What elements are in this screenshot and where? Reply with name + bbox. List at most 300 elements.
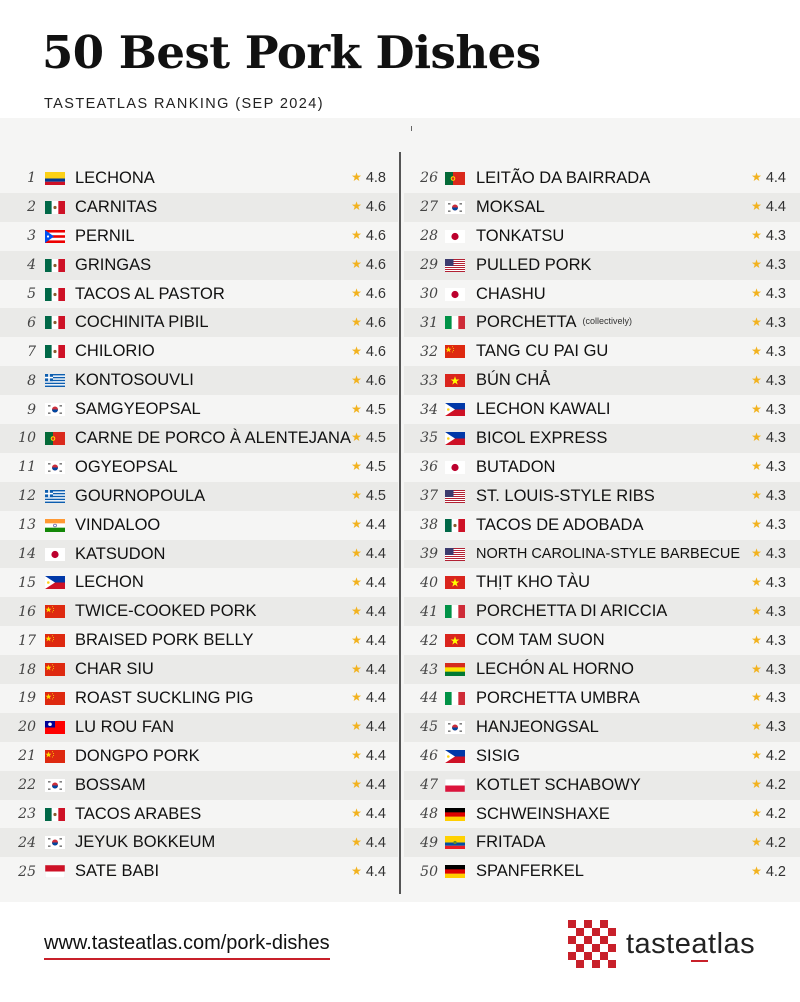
rank-number: 20 <box>18 719 36 736</box>
rating: ★ 4.3 <box>751 401 786 418</box>
ranking-row[interactable] <box>0 251 398 280</box>
dish-name[interactable]: LU ROU FAN <box>75 717 175 736</box>
rank-number: 19 <box>18 690 36 707</box>
rating: ★ 4.6 <box>351 314 386 331</box>
kr-flag-icon <box>445 201 465 214</box>
ranking-row[interactable] <box>404 655 800 684</box>
rating: ★ 4.4 <box>351 517 386 534</box>
star-icon: ★ <box>751 517 762 532</box>
star-icon: ★ <box>351 603 362 618</box>
rank-number: 31 <box>420 314 438 331</box>
ranking-row[interactable] <box>404 251 800 280</box>
rank-number: 3 <box>27 228 36 245</box>
rating: ★ 4.4 <box>351 603 386 620</box>
rating: ★ 4.3 <box>751 430 786 447</box>
rank-number: 38 <box>420 517 438 534</box>
column-divider <box>399 152 401 894</box>
rating: ★ 4.6 <box>351 286 386 302</box>
cn-flag-icon <box>45 605 65 618</box>
rating: ★ 4.3 <box>751 546 786 563</box>
rating: ★ 4.2 <box>751 806 786 823</box>
rank-number: 29 <box>420 257 438 274</box>
ranking-row[interactable] <box>0 308 398 337</box>
dish-name[interactable]: CHASHU <box>476 284 546 303</box>
dish-name[interactable]: PORCHETTA (collectively) <box>476 313 633 332</box>
ranking-row[interactable] <box>404 366 800 395</box>
dish-name[interactable]: LECHONA <box>75 168 155 187</box>
dish-name[interactable]: TONKATSU <box>476 226 565 245</box>
ranking-row[interactable] <box>404 280 800 309</box>
rank-number: 24 <box>18 834 36 851</box>
co-flag-icon <box>45 172 65 185</box>
star-icon: ★ <box>351 372 362 387</box>
logo-cell <box>600 936 608 944</box>
star-icon: ★ <box>751 372 762 387</box>
dish-name[interactable]: HANJEONGSAL <box>476 717 599 736</box>
checkered-logo-icon <box>568 920 616 968</box>
rank-number: 37 <box>420 488 438 505</box>
star-icon: ★ <box>351 286 362 300</box>
panel-tick <box>411 126 412 131</box>
rank-number: 41 <box>420 603 438 620</box>
ec-flag-icon <box>445 836 465 849</box>
star-icon: ★ <box>751 777 762 792</box>
star-icon: ★ <box>351 488 362 503</box>
star-icon: ★ <box>351 632 362 647</box>
dish-name[interactable]: TACOS DE ADOBADA <box>476 515 644 534</box>
dish-name[interactable]: LECHÓN AL HORNO <box>476 660 635 679</box>
kr-flag-icon <box>45 461 65 474</box>
star-icon: ★ <box>751 834 762 849</box>
rank-number: 27 <box>420 199 438 216</box>
star-icon: ★ <box>351 401 362 416</box>
it-flag-icon <box>445 605 465 618</box>
star-icon: ★ <box>351 661 362 676</box>
rank-number: 2 <box>27 199 36 216</box>
dish-name[interactable]: SAMGYEOPSAL <box>75 400 201 419</box>
ranking-row[interactable] <box>404 395 800 424</box>
rating: ★ 4.6 <box>351 372 386 389</box>
rating: ★ 4.6 <box>351 199 386 216</box>
dish-name[interactable]: FRITADA <box>476 833 546 852</box>
ranking-row[interactable] <box>0 222 398 251</box>
dish-name[interactable]: BOSSAM <box>75 775 146 794</box>
ranking-row[interactable] <box>404 742 800 771</box>
rank-number: 7 <box>27 343 36 360</box>
ranking-row[interactable] <box>404 568 800 597</box>
ranking-row[interactable] <box>404 193 800 222</box>
dish-name[interactable]: PORCHETTA UMBRA <box>476 688 640 707</box>
logo-cell <box>584 920 592 928</box>
rank-number: 17 <box>18 632 36 649</box>
ph-flag-icon <box>445 750 465 763</box>
ranking-row[interactable] <box>0 395 398 424</box>
star-icon: ★ <box>751 430 762 445</box>
tw-flag-icon <box>45 721 65 734</box>
ranking-row[interactable] <box>0 424 398 453</box>
star-icon: ★ <box>351 748 362 763</box>
dish-name[interactable]: MOKSAL <box>476 197 545 216</box>
cn-flag-icon <box>45 663 65 676</box>
rank-number: 12 <box>18 488 36 505</box>
rating: ★ 4.4 <box>351 806 386 823</box>
rating: ★ 4.5 <box>351 430 386 447</box>
vn-flag-icon <box>445 576 465 589</box>
rank-number: 35 <box>420 430 438 447</box>
star-icon: ★ <box>751 748 762 763</box>
ranking-row[interactable] <box>0 597 398 626</box>
rank-number: 28 <box>420 228 438 245</box>
mx-flag-icon <box>445 519 465 532</box>
source-url-link[interactable]: www.tasteatlas.com/pork-dishes <box>44 932 330 960</box>
rating: ★ 4.2 <box>751 863 786 880</box>
pt-flag-icon <box>445 172 465 185</box>
logo-wordmark: tasteatlas <box>626 927 756 960</box>
logo-cell <box>600 952 608 960</box>
ranking-row[interactable] <box>404 771 800 800</box>
pl-flag-icon <box>445 779 465 792</box>
rank-number: 26 <box>420 170 438 187</box>
ranking-row[interactable] <box>404 713 800 742</box>
rating: ★ 4.3 <box>751 286 786 302</box>
rating: ★ 4.2 <box>751 748 786 765</box>
rating: ★ 4.3 <box>751 517 786 534</box>
dish-name[interactable]: COM TAM SUON <box>476 631 605 650</box>
logo-cell <box>592 928 600 936</box>
rating: ★ 4.3 <box>751 719 786 736</box>
rank-number: 36 <box>420 459 438 476</box>
rank-number: 39 <box>420 546 438 563</box>
dish-name[interactable]: TANG CU PAI GU <box>476 342 609 361</box>
logo-cell <box>576 944 584 952</box>
ranking-row[interactable] <box>0 337 398 366</box>
rank-number: 10 <box>18 430 36 447</box>
ranking-row[interactable] <box>0 828 398 857</box>
cn-flag-icon <box>45 692 65 705</box>
mx-flag-icon <box>45 808 65 821</box>
ranking-row[interactable] <box>404 337 800 366</box>
rank-number: 34 <box>420 401 438 418</box>
mx-flag-icon <box>45 345 65 358</box>
rank-number: 23 <box>18 806 36 823</box>
ranking-row[interactable] <box>0 540 398 569</box>
jp-flag-icon <box>445 288 465 301</box>
dish-name[interactable]: LEITÃO DA BAIRRADA <box>476 168 651 187</box>
ranking-row[interactable] <box>0 453 398 482</box>
dish-name[interactable]: THỊT KHO TÀU <box>476 573 590 592</box>
rank-number: 21 <box>18 748 36 765</box>
star-icon: ★ <box>751 314 762 329</box>
logo-cell <box>584 952 592 960</box>
it-flag-icon <box>445 692 465 705</box>
dish-name[interactable]: DONGPO PORK <box>75 746 200 765</box>
ranking-row[interactable] <box>0 742 398 771</box>
mx-flag-icon <box>45 316 65 329</box>
star-icon: ★ <box>751 690 762 705</box>
rating: ★ 4.4 <box>351 632 386 649</box>
cn-flag-icon <box>445 345 465 358</box>
cn-flag-icon <box>45 634 65 647</box>
ranking-row[interactable] <box>404 164 800 193</box>
gr-flag-icon <box>45 490 65 503</box>
star-icon: ★ <box>351 834 362 849</box>
ranking-row[interactable] <box>0 771 398 800</box>
star-icon: ★ <box>351 546 362 561</box>
ranking-row[interactable] <box>0 684 398 713</box>
rating: ★ 4.4 <box>351 574 386 591</box>
star-icon: ★ <box>751 574 762 589</box>
dish-name[interactable]: SATE BABI <box>75 862 160 881</box>
star-icon: ★ <box>351 314 362 329</box>
dish-name[interactable]: CARNITAS <box>75 197 158 216</box>
rating: ★ 4.3 <box>751 661 786 678</box>
rating: ★ 4.8 <box>351 170 386 187</box>
star-icon: ★ <box>751 488 762 503</box>
logo-cell <box>576 960 584 968</box>
rank-number: 1 <box>27 170 36 187</box>
rank-number: 16 <box>18 603 36 620</box>
dish-name[interactable]: SCHWEINSHAXE <box>476 804 610 823</box>
star-icon: ★ <box>751 170 762 185</box>
star-icon: ★ <box>751 228 762 243</box>
dish-name[interactable]: CHILORIO <box>75 342 155 361</box>
rank-number: 6 <box>27 314 36 331</box>
dish-name[interactable]: ROAST SUCKLING PIG <box>75 688 254 707</box>
dish-name[interactable]: KATSUDON <box>75 544 166 563</box>
star-icon: ★ <box>351 199 362 214</box>
dish-name[interactable]: NORTH CAROLINA-STYLE BARBECUE <box>476 546 741 563</box>
logo-cell <box>568 952 576 960</box>
ranking-row[interactable] <box>404 424 800 453</box>
ranking-row[interactable] <box>0 482 398 511</box>
star-icon: ★ <box>751 257 762 272</box>
ranking-row[interactable] <box>0 164 398 193</box>
star-icon: ★ <box>751 603 762 618</box>
rating: ★ 4.3 <box>751 459 786 476</box>
ranking-row[interactable] <box>0 280 398 309</box>
dish-name[interactable]: KONTOSOUVLI <box>75 371 194 390</box>
dish-name[interactable]: LECHON KAWALI <box>476 400 611 419</box>
mx-flag-icon <box>45 201 65 214</box>
ranking-row[interactable] <box>404 684 800 713</box>
dish-name[interactable]: TWICE-COOKED PORK <box>75 602 257 621</box>
pt-flag-icon <box>45 432 65 445</box>
logo-cell <box>584 936 592 944</box>
ranking-row[interactable] <box>0 713 398 742</box>
dish-name[interactable]: LECHON <box>75 573 144 592</box>
star-icon: ★ <box>751 546 762 561</box>
star-icon: ★ <box>351 459 362 474</box>
ranking-row[interactable] <box>404 482 800 511</box>
dish-name[interactable]: GRINGAS <box>75 255 152 274</box>
rank-number: 43 <box>420 661 438 678</box>
logo-cell <box>576 928 584 936</box>
rank-number: 25 <box>18 863 36 880</box>
dish-name[interactable]: CARNE DE PORCO À ALENTEJANA <box>75 428 351 447</box>
cn-flag-icon <box>45 750 65 763</box>
rank-number: 18 <box>18 661 36 678</box>
rating: ★ 4.4 <box>751 199 786 216</box>
rating: ★ 4.5 <box>351 401 386 418</box>
kr-flag-icon <box>445 721 465 734</box>
rating: ★ 4.3 <box>751 257 786 274</box>
star-icon: ★ <box>351 719 362 734</box>
ranking-row[interactable] <box>0 568 398 597</box>
rank-number: 50 <box>420 863 438 880</box>
jp-flag-icon <box>445 461 465 474</box>
ranking-column-right <box>404 164 800 886</box>
ranking-row[interactable] <box>404 626 800 655</box>
bo-flag-icon <box>445 663 465 676</box>
ranking-row[interactable] <box>0 857 398 886</box>
star-icon: ★ <box>351 517 362 532</box>
rank-number: 22 <box>18 777 36 794</box>
rating: ★ 4.3 <box>751 690 786 707</box>
rating: ★ 4.4 <box>751 170 786 187</box>
ranking-row[interactable] <box>404 540 800 569</box>
logo-cell <box>608 944 616 952</box>
dish-name[interactable]: VINDALOO <box>75 515 161 534</box>
ranking-row[interactable] <box>404 222 800 251</box>
star-icon: ★ <box>351 343 362 358</box>
dish-name[interactable]: ST. LOUIS-STYLE RIBS <box>476 486 655 505</box>
rating: ★ 4.3 <box>751 574 786 591</box>
rank-number: 13 <box>18 517 36 534</box>
rating: ★ 4.6 <box>351 343 386 360</box>
star-icon: ★ <box>751 863 762 878</box>
star-icon: ★ <box>351 228 362 243</box>
dish-name[interactable]: TACOS ARABES <box>75 804 202 823</box>
ranking-row[interactable] <box>0 626 398 655</box>
star-icon: ★ <box>351 777 362 792</box>
ranking-row[interactable] <box>404 828 800 857</box>
kr-flag-icon <box>45 779 65 792</box>
logo-cell <box>600 920 608 928</box>
mx-flag-icon <box>45 288 65 301</box>
ranking-row[interactable] <box>404 308 800 337</box>
dish-name[interactable]: BÚN CHẢ <box>476 371 551 390</box>
page-title: 50 Best Pork Dishes <box>42 26 541 79</box>
ranking-row[interactable] <box>404 857 800 886</box>
ranking-row[interactable] <box>0 511 398 540</box>
rank-number: 42 <box>420 632 438 649</box>
ranking-row[interactable] <box>0 193 398 222</box>
rank-number: 8 <box>27 372 36 389</box>
logo-cell <box>608 960 616 968</box>
ranking-row[interactable] <box>404 800 800 829</box>
mx-flag-icon <box>45 259 65 272</box>
dish-name[interactable]: SPANFERKEL <box>476 862 584 881</box>
rank-number: 14 <box>18 546 36 563</box>
ranking-row[interactable] <box>0 800 398 829</box>
dish-name[interactable]: PERNIL <box>75 226 135 245</box>
jp-flag-icon <box>45 548 65 561</box>
rating: ★ 4.3 <box>751 372 786 389</box>
dish-name[interactable]: BUTADON <box>476 457 556 476</box>
dish-name[interactable]: BRAISED PORK BELLY <box>75 631 254 650</box>
rank-number: 46 <box>420 748 438 765</box>
rank-number: 49 <box>420 834 438 851</box>
ranking-row[interactable] <box>404 597 800 626</box>
rank-number: 32 <box>420 343 438 360</box>
rating: ★ 4.2 <box>751 777 786 794</box>
dish-name[interactable]: CHAR SIU <box>75 660 154 679</box>
logo-cell <box>568 920 576 928</box>
in-flag-icon <box>45 519 65 532</box>
rating: ★ 4.4 <box>351 690 386 707</box>
logo-cell <box>592 960 600 968</box>
rating: ★ 4.5 <box>351 488 386 505</box>
de-flag-icon <box>445 808 465 821</box>
ranking-subtitle: TASTEATLAS RANKING (SEP 2024) <box>44 96 324 112</box>
dish-name[interactable]: PULLED PORK <box>476 255 592 274</box>
dish-name[interactable]: PORCHETTA DI ARICCIA <box>476 602 668 621</box>
rating: ★ 4.4 <box>351 834 386 851</box>
star-icon: ★ <box>751 286 762 300</box>
rank-number: 47 <box>420 777 438 794</box>
kr-flag-icon <box>45 836 65 849</box>
gr-flag-icon <box>45 374 65 387</box>
dish-note: (collectively) <box>582 316 633 327</box>
rating: ★ 4.2 <box>751 834 786 851</box>
ranking-row[interactable] <box>404 511 800 540</box>
rank-number: 4 <box>27 257 36 274</box>
ph-flag-icon <box>445 432 465 445</box>
pr-flag-icon <box>45 230 65 243</box>
vn-flag-icon <box>445 634 465 647</box>
us-flag-icon <box>445 548 465 561</box>
tasteatlas-logo <box>568 920 755 968</box>
star-icon: ★ <box>351 170 362 185</box>
dish-name[interactable]: SISIG <box>476 746 521 765</box>
rank-number: 30 <box>420 286 438 302</box>
dish-name[interactable]: GOURNOPOULA <box>75 486 206 505</box>
star-icon: ★ <box>351 257 362 272</box>
dish-name[interactable]: JEYUK BOKKEUM <box>75 833 216 852</box>
dish-name[interactable]: OGYEOPSAL <box>75 457 178 476</box>
jp-flag-icon <box>445 230 465 243</box>
rank-number: 9 <box>27 401 36 418</box>
logo-cell <box>568 936 576 944</box>
us-flag-icon <box>445 490 465 503</box>
star-icon: ★ <box>351 863 362 878</box>
star-icon: ★ <box>351 806 362 821</box>
star-icon: ★ <box>751 459 762 474</box>
rating: ★ 4.4 <box>351 719 386 736</box>
dish-name[interactable]: KOTLET SCHABOWY <box>476 775 641 794</box>
ranking-row[interactable] <box>0 366 398 395</box>
dish-name[interactable]: BICOL EXPRESS <box>476 428 608 447</box>
ranking-row[interactable] <box>404 453 800 482</box>
logo-cell <box>608 928 616 936</box>
dish-name[interactable]: TACOS AL PASTOR <box>75 284 225 303</box>
rating: ★ 4.4 <box>351 748 386 765</box>
rating: ★ 4.3 <box>751 488 786 505</box>
star-icon: ★ <box>751 343 762 358</box>
logo-cell <box>592 944 600 952</box>
rank-number: 15 <box>18 574 36 591</box>
dish-name[interactable]: COCHINITA PIBIL <box>75 313 209 332</box>
ph-flag-icon <box>445 403 465 416</box>
rank-number: 5 <box>27 286 36 302</box>
star-icon: ★ <box>751 401 762 416</box>
rank-number: 11 <box>18 459 36 476</box>
kr-flag-icon <box>45 403 65 416</box>
id-flag-icon <box>45 865 65 878</box>
us-flag-icon <box>445 259 465 272</box>
rating: ★ 4.3 <box>751 343 786 360</box>
ranking-row[interactable] <box>0 655 398 684</box>
